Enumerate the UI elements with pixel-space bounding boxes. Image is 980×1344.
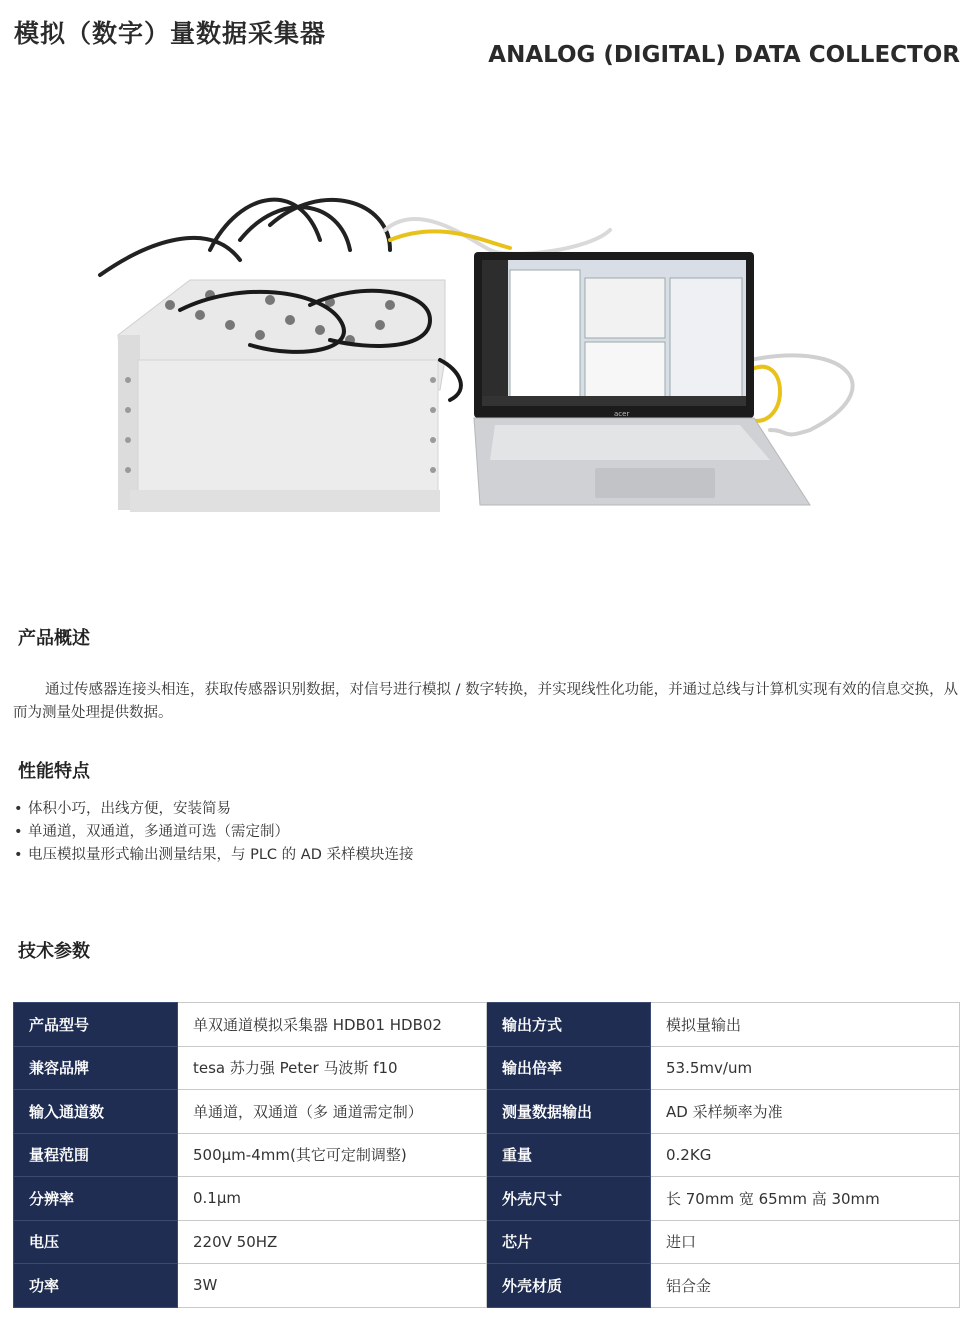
spec-key: 芯片	[487, 1220, 651, 1264]
spec-key: 输入通道数	[14, 1090, 178, 1134]
spec-key: 外壳材质	[487, 1264, 651, 1308]
laptop	[474, 252, 810, 505]
spec-value: 53.5mv/um	[651, 1046, 960, 1090]
feature-text: 电压模拟量形式输出测量结果，与 PLC 的 AD 采样模块连接	[28, 847, 414, 863]
table-row	[14, 1177, 960, 1221]
overview-heading: 产品概述	[18, 628, 90, 649]
specs-heading: 技术参数	[18, 941, 90, 962]
spec-value: 220V 50HZ	[178, 1220, 487, 1264]
page-title: 模拟（数字）量数据采集器	[14, 19, 327, 48]
spec-value: tesa 苏力强 Peter 马波斯 f10	[178, 1046, 487, 1090]
spec-key: 外壳尺寸	[487, 1177, 651, 1221]
spec-value: 进口	[651, 1220, 960, 1264]
spec-value: 长 70mm 宽 65mm 高 30mm	[651, 1177, 960, 1221]
spec-value: 0.2KG	[651, 1133, 960, 1177]
spec-key: 兼容品牌	[14, 1046, 178, 1090]
spec-value: 500µm-4mm(其它可定制调整)	[178, 1133, 487, 1177]
spec-value: 模拟量输出	[651, 1003, 960, 1047]
product-photo	[90, 130, 890, 580]
table-row	[14, 1220, 960, 1264]
feature-text: 体积小巧，出线方便，安装简易	[28, 801, 231, 817]
feature-item	[14, 798, 413, 821]
bullet-icon: •	[14, 847, 23, 863]
collector-box	[118, 280, 445, 512]
laptop-brand: acer	[614, 410, 630, 418]
spec-key: 输出方式	[487, 1003, 651, 1047]
feature-item	[14, 844, 413, 867]
spec-value: 3W	[178, 1264, 487, 1308]
table-row	[14, 1264, 960, 1308]
features-list	[14, 798, 413, 867]
spec-key: 功率	[14, 1264, 178, 1308]
features-heading: 性能特点	[18, 761, 90, 782]
spec-key: 重量	[487, 1133, 651, 1177]
spec-key: 产品型号	[14, 1003, 178, 1047]
spec-key: 分辨率	[14, 1177, 178, 1221]
feature-text: 单通道，双通道，多通道可选（需定制）	[28, 824, 289, 840]
spec-value: 铝合金	[651, 1264, 960, 1308]
spec-value: 0.1µm	[178, 1177, 487, 1221]
spec-value: 单双通道模拟采集器 HDB01 HDB02	[178, 1003, 487, 1047]
table-row	[14, 1090, 960, 1134]
spec-value: AD 采样频率为准	[651, 1090, 960, 1134]
bullet-icon: •	[14, 824, 23, 840]
spec-value: 单通道，双通道（多 通道需定制）	[178, 1090, 487, 1134]
table-row	[14, 1133, 960, 1177]
table-row	[14, 1046, 960, 1090]
spec-key: 量程范围	[14, 1133, 178, 1177]
overview-text: 通过传感器连接头相连，获取传感器识别数据，对信号进行模拟 / 数字转换，并实现线性化功能，并通过总线与计算机实现有效的信息交换，从而为测量处理提供数据。	[13, 681, 959, 721]
table-row	[14, 1003, 960, 1047]
spec-key: 电压	[14, 1220, 178, 1264]
feature-item	[14, 821, 413, 844]
spec-key: 输出倍率	[487, 1046, 651, 1090]
page-title-english: ANALOG (DIGITAL) DATA COLLECTOR	[488, 42, 960, 68]
spec-key: 测量数据输出	[487, 1090, 651, 1134]
specs-table	[13, 1002, 960, 1308]
bullet-icon: •	[14, 801, 23, 817]
